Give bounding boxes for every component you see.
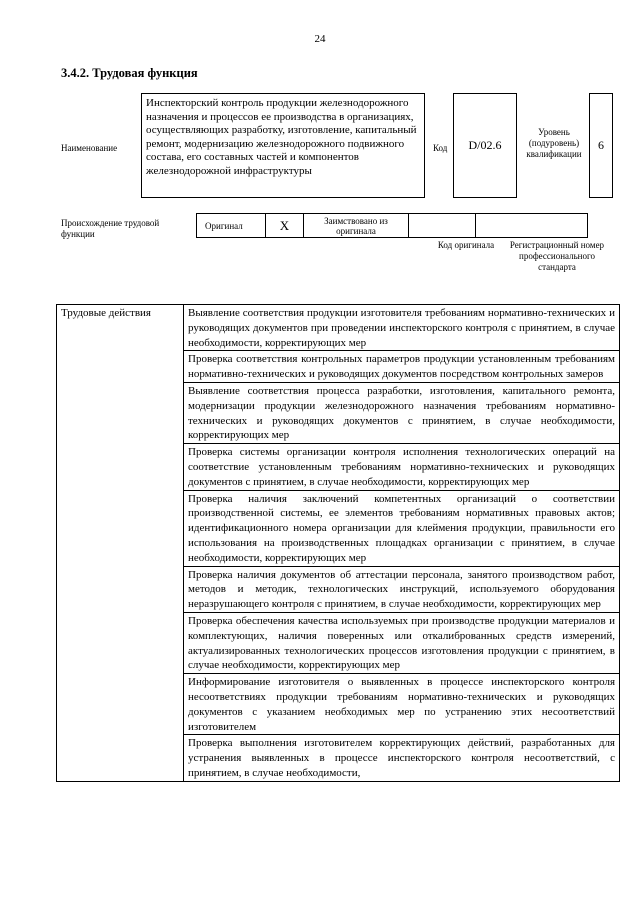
origin-table — [196, 213, 588, 238]
list-item: Проверка соответствия контрольных параметров продукции установленным требованиям нормативно-технических и руководящих документов посредством контрольных замеров — [184, 351, 619, 383]
level-label: Уровень (подуровень) квалификации — [526, 127, 582, 159]
original-mark: X — [266, 214, 304, 238]
list-item: Проверка наличия заключений компетентных организаций о соответствии производственной системы, ее элементов требованиям нормативных правовых актов; идентификационного номера организации для клеймения продукции, правильности его использования на производственных площадках организации с принятием, в случае необходимости, корректирующих мер — [184, 491, 619, 567]
code-original-label: Код оригинала — [437, 240, 495, 250]
list-item: Проверка обеспечения качества используемых при производстве продукции материалов и комплектующих, наличия поверенных или откалиброванных средств измерений, актуализированных технологических процессов изготовления продукции с принятием, в случае необходимости, корректирующих мер — [184, 613, 619, 674]
list-item: Проверка выполнения изготовителем корректирующих действий, разработанных для устранения выявленных в процессе инспекторского контроля несоответствий, с принятием, в случае необходимости, — [188, 737, 615, 779]
function-name: Инспекторский контроль продукции железнодорожного назначения и процессов ее производства в организациях, осуществляющих разработку, изготовление, капитальный ремонт, модернизацию железнодорожного подвижного состава, его составных частей и компонентов железнодорожной инфраструктуры — [141, 93, 425, 198]
list-item: Информирование изготовителя о выявленных в процессе инспекторского контроля несоответствиях продукции требованиям нормативно-технических и руководящих документов с указанием необходимых мер по устранению этих несоответствий изготовителем — [184, 674, 619, 735]
section-title: 3.4.2. Трудовая функция — [61, 66, 198, 80]
labor-actions-table — [56, 304, 620, 782]
labor-actions-label: Трудовые действия — [57, 305, 184, 782]
reg-number-cell — [476, 214, 588, 238]
borrowed-label: Заимствовано из оригинала — [304, 214, 409, 238]
origin-label: Происхождение трудовой функции — [61, 218, 160, 239]
list-item: Проверка наличия документов об аттестации персонала, занятого производством работ, методов и методик, технологических инструкций, используемого оборудования неразрушающего контроля с принятием, в случае необходимости, корректирующих мер — [184, 567, 619, 613]
code-label: Код — [433, 143, 448, 153]
labor-actions-list — [184, 305, 620, 782]
name-label: Наименование — [61, 143, 118, 153]
page-number: 24 — [314, 33, 326, 45]
list-item: Выявление соответствия процесса разработки, изготовления, капитального ремонта, модернизации продукции железнодорожного назначения требованиям нормативно-технических и руководящих документов с принятием, в случае необходимости, корректирующих мер — [184, 383, 619, 444]
original-label: Оригинал — [197, 214, 266, 238]
level-value: 6 — [589, 93, 613, 198]
reg-number-label: Регистрационный номер профессионального стандарта — [509, 240, 605, 272]
list-item: Проверка системы организации контроля исполнения технологических операций на соответствие установленным требованиям нормативно-технических и руководящих документов с принятием, в случае необходимости, корректирующих мер — [184, 444, 619, 490]
code-value: D/02.6 — [453, 93, 517, 198]
original-code-cell — [409, 214, 476, 238]
list-item: Выявление соответствия продукции изготовителя требованиям нормативно-технических и руководящих документов при проведении инспекторского контроля с принятием, в случае необходимости, корректирующих мер — [184, 305, 619, 351]
